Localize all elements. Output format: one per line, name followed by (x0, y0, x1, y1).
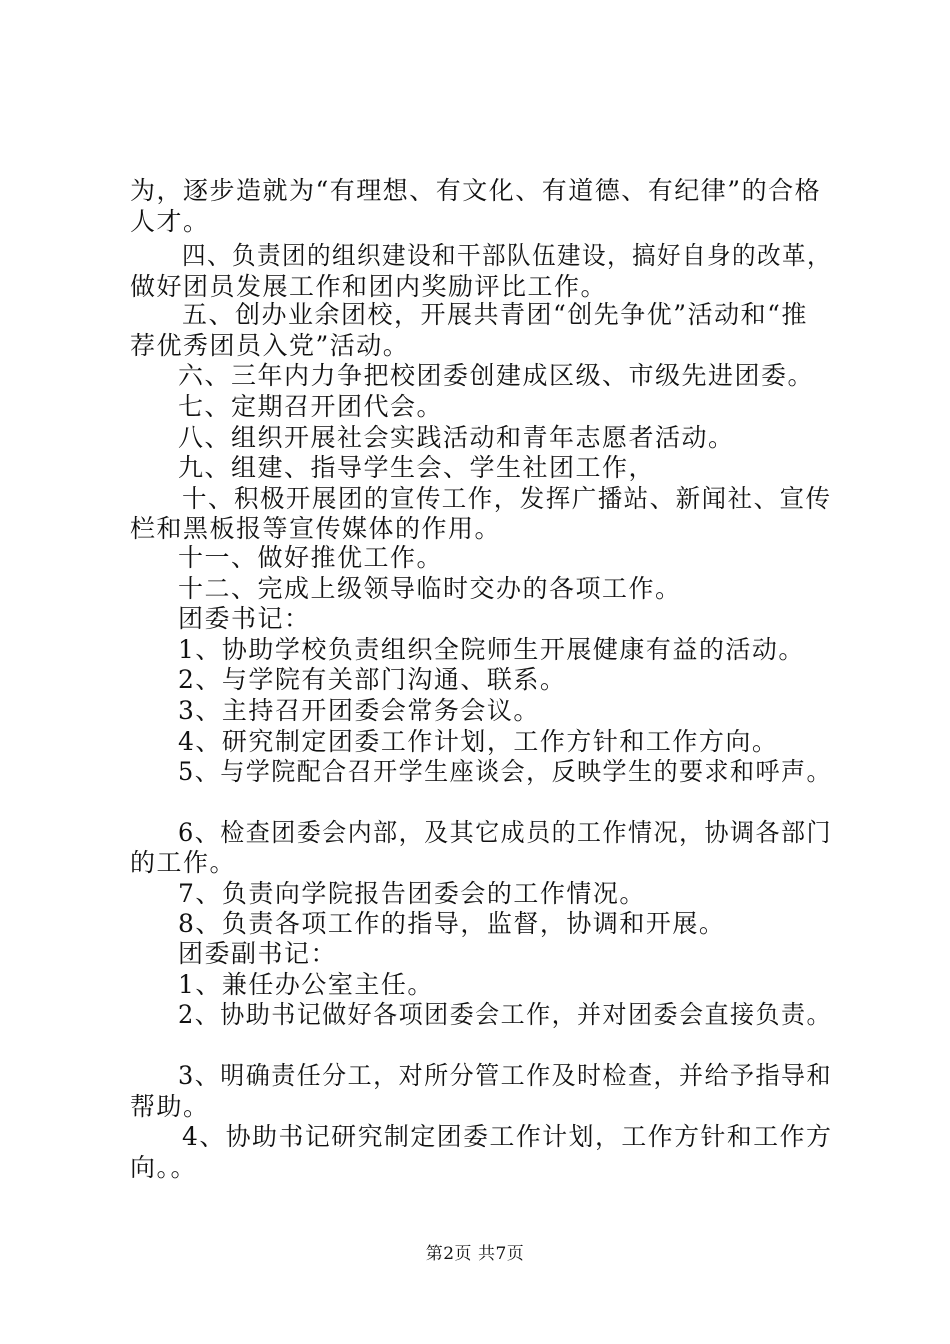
text-line: 1、协助学校负责组织全院师生开展健康有益的活动。 (178, 635, 805, 664)
text-line: 栏和黑板报等宣传媒体的作用。 (130, 514, 502, 543)
text-line: 十二、完成上级领导临时交办的各项工作。 (178, 574, 682, 603)
section-heading: 团委书记： (178, 604, 311, 633)
text-line: 的工作。 (130, 848, 237, 877)
text-line: 十一、做好推优工作。 (178, 543, 444, 572)
text-line: 七、定期召开团代会。 (178, 392, 444, 421)
text-line: 荐优秀团员入党”活动。 (130, 331, 410, 360)
text-line: 为，逐步造就为“有理想、有文化、有道德、有纪律”的合格 (130, 176, 822, 205)
text-line: 2、协助书记做好各项团委会工作，并对团委会直接负责。 (178, 1000, 832, 1029)
text-line: 六、三年内力争把校团委创建成区级、市级先进团委。 (178, 361, 815, 390)
text-line: 2、与学院有关部门沟通、联系。 (178, 665, 567, 694)
text-line: 3、明确责任分工，对所分管工作及时检查，并给予指导和 (178, 1061, 832, 1090)
text-line: 十、积极开展团的宣传工作，发挥广播站、新闻社、宣传 (182, 484, 832, 513)
text-line: 四、负责团的组织建设和干部队伍建设，搞好自身的改革， (182, 241, 833, 270)
text-line: 五、创办业余团校，开展共青团“创先争优”活动和“推 (182, 300, 808, 329)
section-heading: 团委副书记： (178, 939, 338, 968)
text-line: 6、检查团委会内部，及其它成员的工作情况，协调各部门 (178, 818, 832, 847)
text-line: 做好团员发展工作和团内奖励评比工作。 (130, 272, 608, 301)
text-line: 帮助。 (130, 1092, 210, 1121)
text-line: 4、协助书记研究制定团委工作计划，工作方针和工作方 (182, 1122, 833, 1151)
text-line: 向。。 (130, 1153, 198, 1182)
text-line: 八、组织开展社会实践活动和青年志愿者活动。 (178, 423, 735, 452)
text-line: 4、研究制定团委工作计划，工作方针和工作方向。 (178, 727, 779, 756)
text-line: 3、主持召开团委会常务会议。 (178, 696, 540, 725)
text-line: 7、负责向学院报告团委会的工作情况。 (178, 879, 646, 908)
text-line: 1、兼任办公室主任。 (178, 970, 434, 999)
page-footer: 第2页 共7页 (425, 1244, 525, 1264)
text-line: 8、负责各项工作的指导，监督，协调和开展。 (178, 909, 726, 938)
text-line: 人才。 (130, 207, 210, 236)
text-line: 九、组建、指导学生会、学生社团工作， (178, 453, 656, 482)
text-line: 5、与学院配合召开学生座谈会，反映学生的要求和呼声。 (178, 757, 832, 786)
